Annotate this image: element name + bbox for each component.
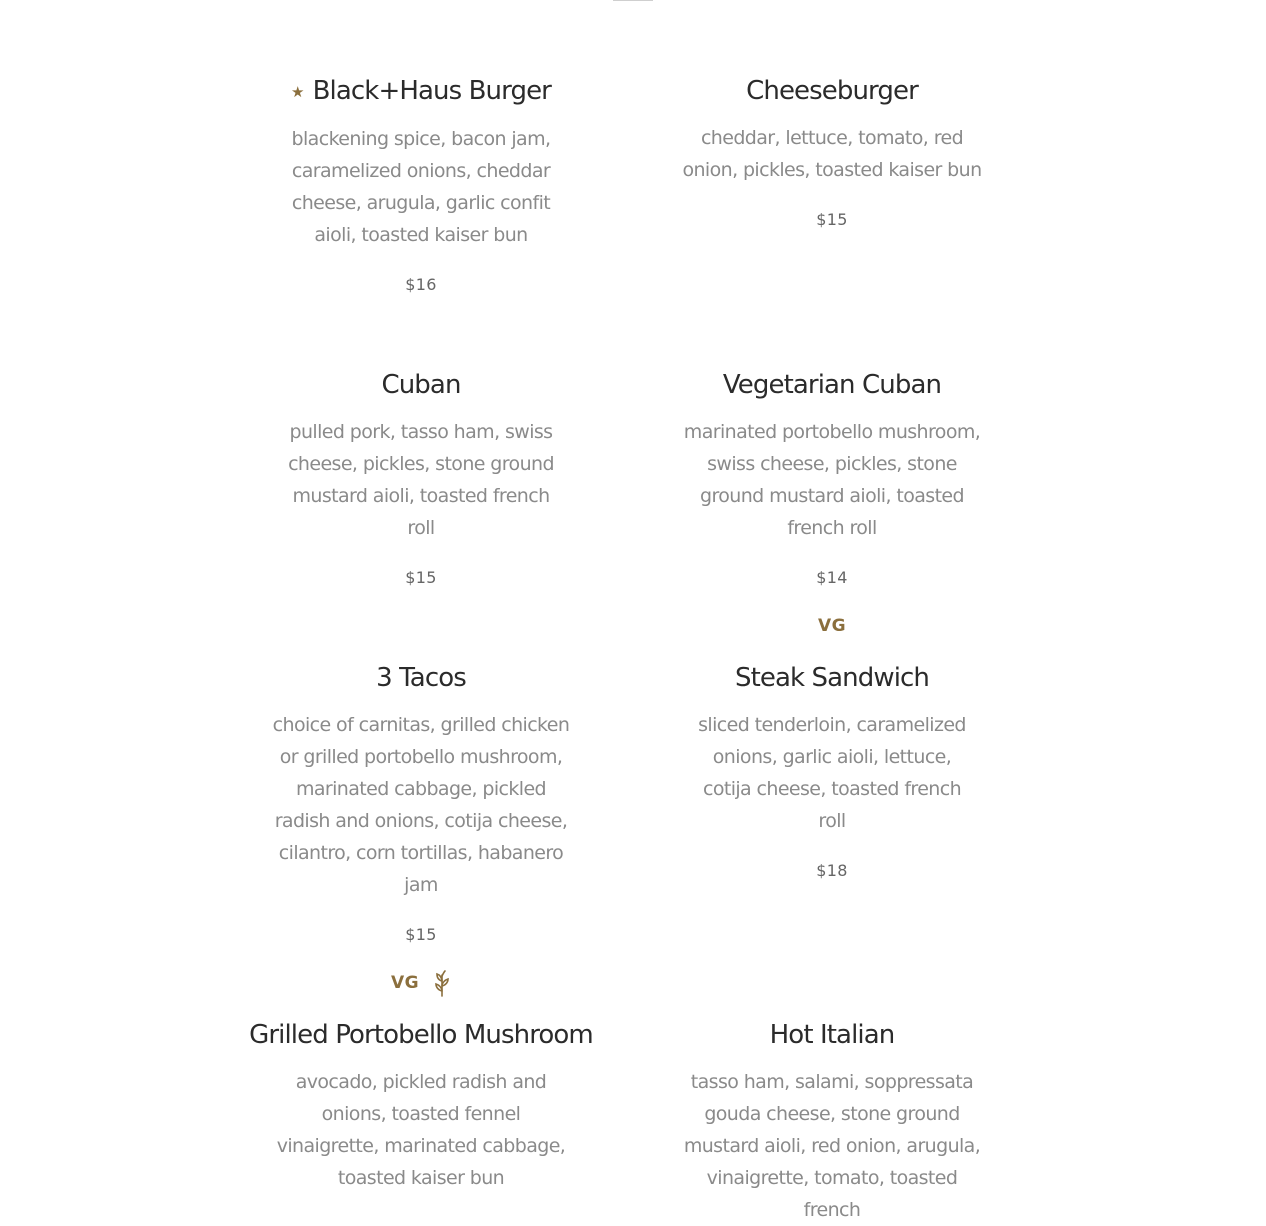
menu-item-description: marinated portobello mushroom, swiss cheese, pickles, stone ground mustard aioli, toasted french roll [683, 421, 981, 539]
menu-item [677, 664, 987, 881]
menu-item [677, 1021, 987, 1226]
dietary-icons [266, 969, 576, 997]
menu-item [249, 1020, 593, 1194]
menu-item-price: $14 [816, 568, 848, 587]
vegetarian-icon: VG [817, 616, 847, 636]
menu-item [266, 77, 576, 295]
star-icon: ★ [291, 83, 304, 101]
menu-item-title: Hot Italian [769, 1020, 895, 1050]
menu-item-title: Cheeseburger [746, 76, 918, 106]
menu-item-description: pulled pork, tasso ham, swiss cheese, pickles, stone ground mustard aioli, toasted french roll [288, 421, 554, 539]
menu-item-description: blackening spice, bacon jam, caramelized onions, cheddar cheese, arugula, garlic confit aioli, toasted kaiser bun [291, 128, 551, 246]
menu-item-description: avocado, pickled radish and onions, toasted fennel vinaigrette, marinated cabbage, toasted kaiser bun [276, 1071, 566, 1189]
menu-item [266, 371, 576, 588]
menu-item-price: $16 [405, 275, 437, 294]
menu-item [266, 664, 576, 997]
menu-item-description: tasso ham, salami, soppressata gouda cheese, stone ground mustard aioli, red onion, arugula, vinaigrette, tomato, toasted french [683, 1071, 981, 1221]
menu-item-description: cheddar, lettuce, tomato, red onion, pickles, toasted kaiser bun [682, 127, 982, 181]
wheat-icon [433, 969, 451, 997]
menu-item [677, 371, 987, 640]
menu-item-price: $15 [405, 925, 437, 944]
menu-item [677, 77, 987, 230]
menu-item-price: $18 [816, 861, 848, 880]
section-divider [613, 0, 653, 1]
menu-item-title: Cuban [381, 370, 461, 400]
menu-item-title-text: Black+Haus Burger [312, 76, 551, 106]
menu-item-title: 3 Tacos [376, 663, 466, 693]
menu-item-description: choice of carnitas, grilled chicken or grilled portobello mushroom, marinated cabbage, pickled radish and onions, cotija cheese, cilantro, corn tortillas, habanero jam [272, 714, 570, 896]
menu-item-title [266, 77, 576, 106]
menu-item-title: Grilled Portobello Mushroom [249, 1020, 593, 1050]
dietary-icons [677, 612, 987, 640]
menu-item-title: Vegetarian Cuban [722, 370, 942, 400]
menu-item-price: $15 [405, 568, 437, 587]
vegetarian-icon: VG [390, 973, 420, 993]
menu-item-price: $15 [816, 210, 848, 229]
menu-item-description: sliced tenderloin, caramelized onions, garlic aioli, lettuce, cotija cheese, toasted french roll [698, 714, 966, 832]
menu-item-title: Steak Sandwich [734, 663, 930, 693]
